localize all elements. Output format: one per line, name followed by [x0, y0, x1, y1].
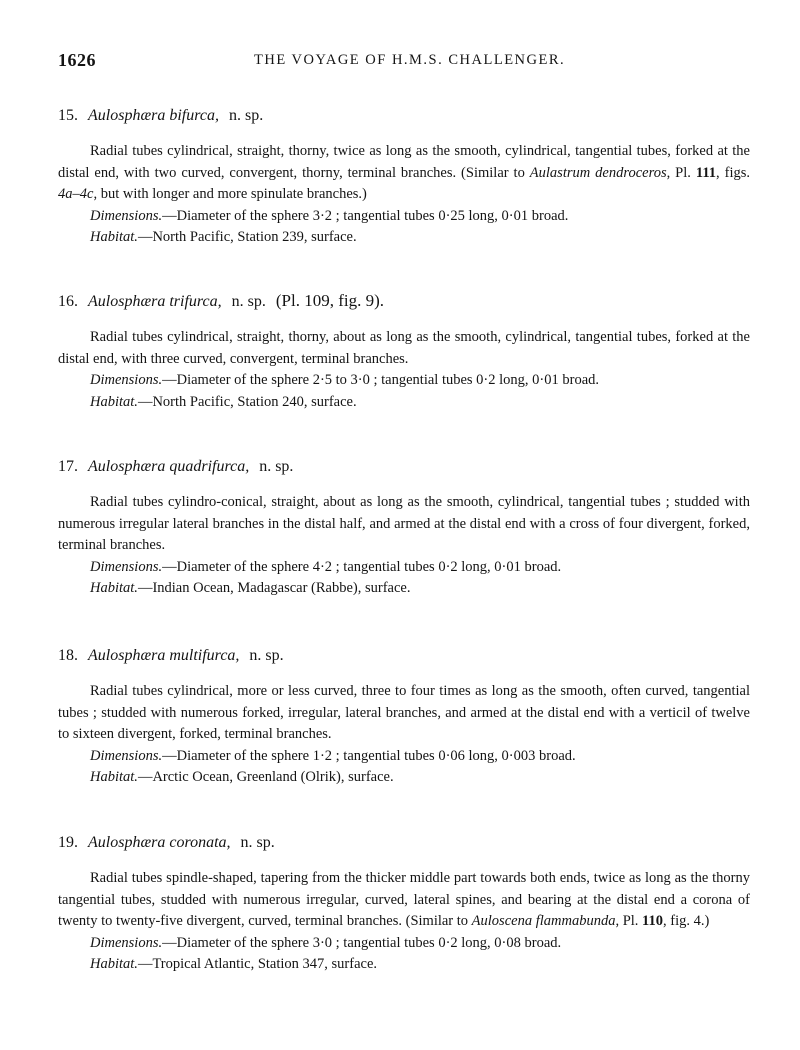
- habitat-text: —Indian Ocean, Madagascar (Rabbe), surface.: [137, 580, 411, 596]
- habitat-label: Habitat.: [90, 956, 138, 972]
- species-heading: [58, 456, 750, 478]
- species-heading: [58, 105, 750, 127]
- species-name: Aulosphæra trifurca,: [88, 293, 222, 310]
- species-name: Aulosphæra bifurca,: [88, 107, 219, 124]
- dimensions-label: Dimensions.: [90, 372, 163, 388]
- dimensions-line: [58, 557, 750, 579]
- species-status: n. sp.: [240, 834, 275, 851]
- plate-reference: (Pl. 109, fig. 9).: [275, 291, 385, 310]
- dimensions-label: Dimensions.: [90, 558, 163, 575]
- species-entry-15: [58, 105, 750, 249]
- habitat-label: Habitat.: [90, 769, 138, 785]
- habitat-label: Habitat.: [90, 393, 138, 410]
- page-header: [58, 50, 744, 74]
- species-status: n. sp.: [228, 107, 264, 124]
- habitat-text: —Arctic Ocean, Greenland (Olrik), surface.: [137, 769, 394, 785]
- habitat-text: —North Pacific, Station 240, surface.: [137, 393, 357, 410]
- description-text: Radial tubes spindle-shaped, tapering from the thicker middle part towards both ends, twice as long as the thorny tangential tubes, studded with numerous irregular, curved, lateral spines, and bearing at the distal end a corona of twenty to twenty-five divergent, curved, terminal branches. (Similar to: [58, 870, 750, 929]
- similar-species-name: Aulastrum dendroceros: [529, 164, 667, 181]
- habitat-line: [58, 767, 750, 789]
- habitat-label: Habitat.: [90, 229, 138, 245]
- species-description: [58, 141, 750, 206]
- species-status: n. sp.: [249, 647, 284, 664]
- similar-species-name: Auloscena flammabunda: [471, 913, 616, 929]
- description-tail: , but with longer and more spinulate branches.): [93, 186, 367, 202]
- habitat-line: [58, 578, 750, 600]
- species-heading: [58, 645, 750, 667]
- species-entry-18: [58, 645, 750, 789]
- dimensions-label: Dimensions.: [90, 934, 163, 951]
- species-name: Aulosphæra quadrifurca,: [88, 458, 250, 475]
- similar-figs-range: 4a–4c: [58, 186, 94, 202]
- dimensions-label: Dimensions.: [90, 747, 163, 764]
- species-status: n. sp.: [231, 293, 266, 310]
- description-text: Radial tubes cylindro-conical, straight, about as long as the smooth, cylindrical, tangential tubes ; studded with numerous irregular lateral branches in the distal half, and armed at the distal end with a cross of four divergent, forked, terminal branches.: [58, 494, 750, 553]
- species-description: [58, 327, 750, 370]
- species-entry-19: [58, 832, 750, 976]
- similar-plate-number: 110: [642, 913, 663, 929]
- running-title: THE VOYAGE OF H.M.S. CHALLENGER.: [254, 52, 566, 68]
- species-number: 17.: [58, 458, 78, 475]
- habitat-line: [58, 954, 750, 976]
- description-text: Radial tubes cylindrical, straight, thorny, twice as long as the smooth, cylindrical, tangential tubes, forked at the distal end, with two curved, convergent, thorny, terminal branches. (Similar to: [58, 143, 750, 181]
- dimensions-line: [58, 746, 750, 768]
- dimensions-label: Dimensions.: [90, 207, 163, 224]
- description-text: Radial tubes cylindrical, straight, thorny, about as long as the smooth, cylindrical, tangential tubes, forked at the distal end, with three curved, convergent, terminal branches.: [58, 329, 750, 367]
- species-description: [58, 681, 750, 746]
- similar-figs-label: , fig. 4.): [663, 913, 710, 929]
- species-description: [58, 868, 750, 933]
- similar-plate-number: 111: [695, 164, 717, 181]
- habitat-line: [58, 392, 750, 414]
- species-name: Aulosphæra multifurca,: [88, 647, 240, 664]
- habitat-text: —Tropical Atlantic, Station 347, surface.: [137, 956, 378, 972]
- similar-plate-label: , Pl.: [666, 164, 696, 181]
- species-number: 15.: [58, 107, 78, 124]
- dimensions-line: [58, 933, 750, 955]
- habitat-text: —North Pacific, Station 239, surface.: [137, 229, 357, 245]
- dimensions-text: —Diameter of the sphere 4·2 ; tangential tubes 0·2 long, 0·01 broad.: [162, 558, 562, 575]
- species-entry-17: [58, 456, 750, 600]
- dimensions-line: [58, 370, 750, 392]
- species-name: Aulosphæra coronata,: [88, 834, 231, 851]
- dimensions-line: [58, 206, 750, 228]
- description-text: Radial tubes cylindrical, more or less curved, three to four times as long as the smooth, often curved, tangential tubes ; studded with numerous forked, irregular, lateral branches, and armed at the distal end with a verticil of twelve to sixteen divergent, forked, terminal branches.: [58, 683, 750, 742]
- species-number: 18.: [58, 647, 78, 664]
- dimensions-text: —Diameter of the sphere 2·5 to 3·0 ; tangential tubes 0·2 long, 0·01 broad.: [162, 372, 600, 388]
- similar-plate-label: , Pl.: [615, 913, 643, 929]
- species-heading: [58, 290, 750, 313]
- similar-figs-label: , figs.: [716, 164, 750, 181]
- dimensions-text: —Diameter of the sphere 3·0 ; tangential tubes 0·2 long, 0·08 broad.: [162, 934, 562, 951]
- species-number: 19.: [58, 834, 78, 851]
- species-entry-16: [58, 290, 750, 413]
- habitat-line: [58, 227, 750, 249]
- dimensions-text: —Diameter of the sphere 1·2 ; tangential tubes 0·06 long, 0·003 broad.: [162, 747, 576, 764]
- species-heading: [58, 832, 750, 854]
- species-status: n. sp.: [259, 458, 294, 475]
- dimensions-text: —Diameter of the sphere 3·2 ; tangential tubes 0·25 long, 0·01 broad.: [162, 207, 569, 224]
- species-description: [58, 492, 750, 557]
- species-number: 16.: [58, 293, 78, 310]
- habitat-label: Habitat.: [90, 580, 138, 596]
- page-number: 1626: [58, 50, 96, 70]
